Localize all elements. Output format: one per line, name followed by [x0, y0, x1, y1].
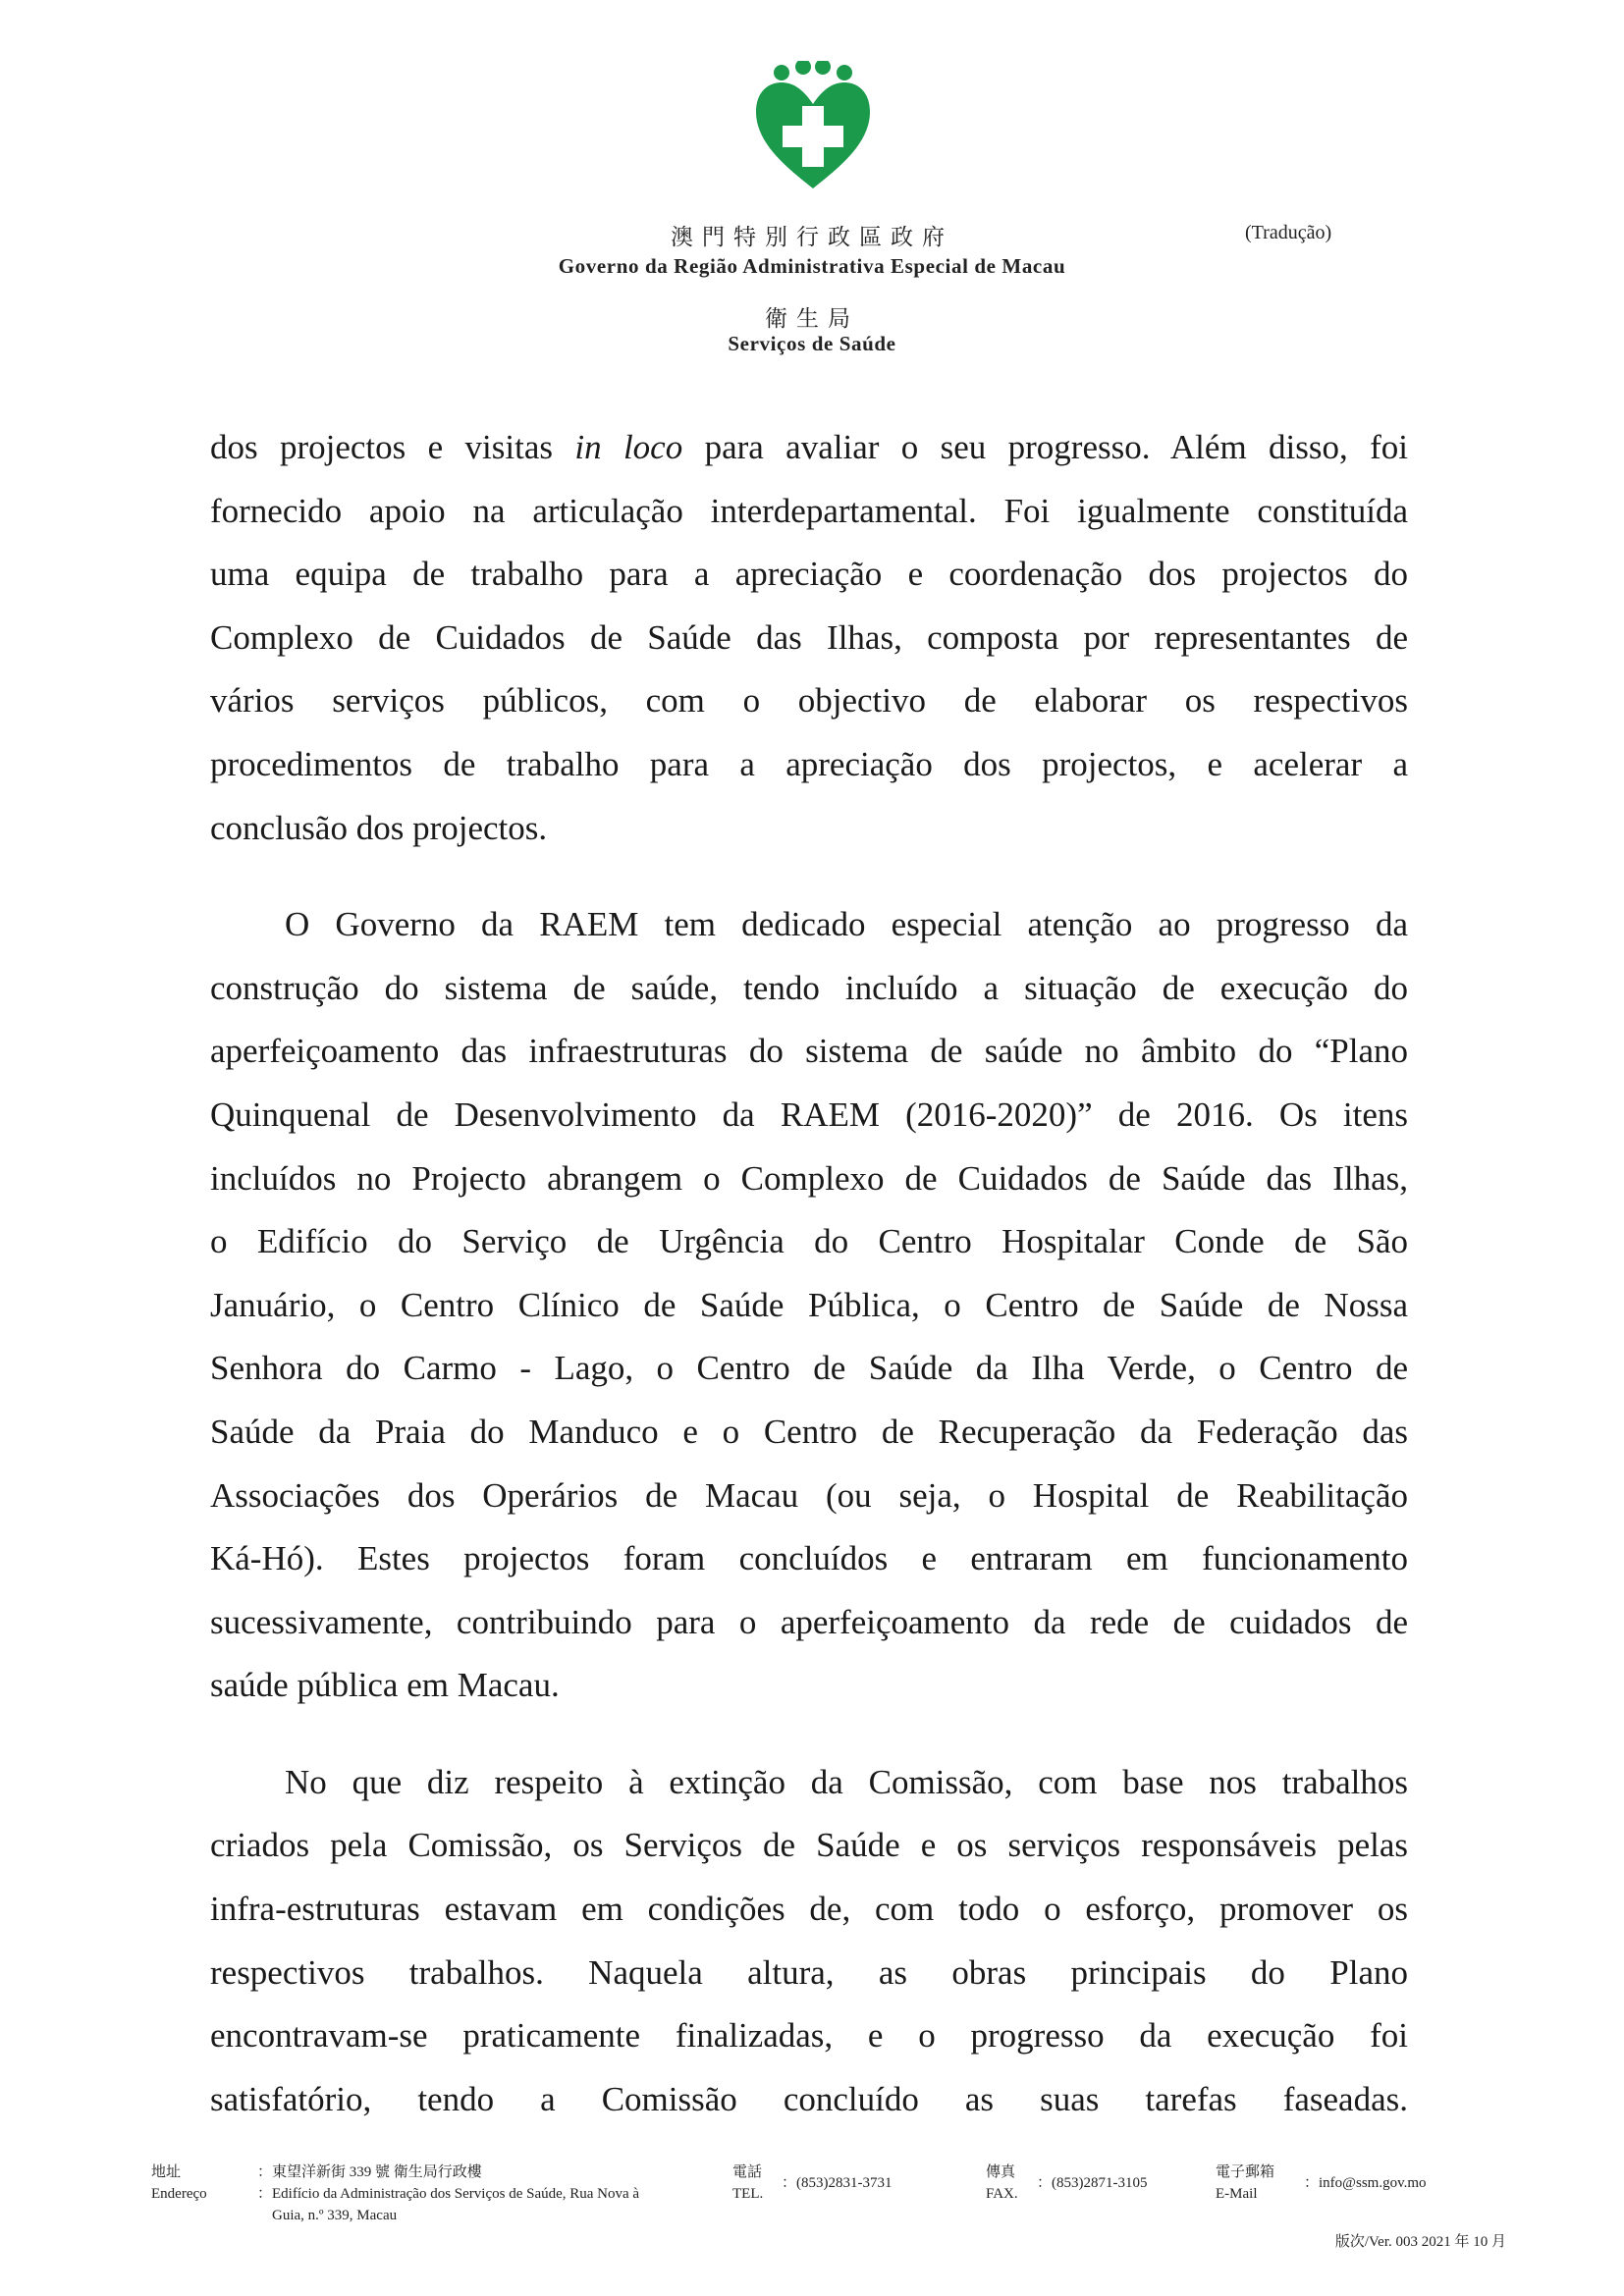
telephone-label: 電話 TEL.: [732, 2164, 764, 2202]
text-line: encontravam-se praticamente finalizadas, e o progresso da execução foi: [210, 2016, 1408, 2056]
paragraph-2: [210, 893, 1408, 1718]
text-line: conclusão dos projectos.: [210, 808, 548, 847]
address-label: 地址 Endereço: [151, 2164, 207, 2202]
text-line: fornecido apoio na articulação interdepartamental. Foi igualmente constituída: [210, 491, 1408, 530]
text-line: Senhora do Carmo - Lago, o Centro de Saúde da Ilha Verde, o Centro de: [210, 1349, 1408, 1388]
paragraph-1: [210, 416, 1408, 860]
paragraph-3: [210, 1751, 1408, 2132]
text-line: saúde pública em Macau.: [210, 1666, 560, 1705]
text-line: procedimentos de trabalho para a apreciação dos projectos, e acelerar a: [210, 744, 1408, 783]
text-line: O Governo da RAEM tem dedicado especial atenção ao progresso da: [285, 905, 1408, 944]
text-line: vários serviços públicos, com o objectivo de elaborar os respectivos: [210, 681, 1408, 721]
government-name-chinese: 澳門特別行政區政府: [671, 225, 953, 249]
text-line: Associações dos Operários de Macau (ou seja, o Hospital de Reabilitação: [210, 1475, 1408, 1515]
telephone-value: ：(853)2831-3731: [782, 2175, 893, 2191]
text-line: aperfeiçoamento das infraestruturas do sistema de saúde no âmbito do “Plano: [210, 1032, 1408, 1071]
government-name-portuguese: Governo da Região Administrativa Especial de Macau: [558, 254, 1066, 278]
fax-value: ：(853)2871-3105: [1037, 2175, 1148, 2191]
address-value: ：東望洋新街 339 號 衛生局行政樓 ：Edifício da Administração dos Serviços de Saúde, Rua Nova à Guia, n.º 339, Macau: [257, 2164, 640, 2223]
italic-term: in loco: [574, 428, 683, 466]
text-line: incluídos no Projecto abrangem o Complexo de Cuidados de Saúde das Ilhas,: [210, 1158, 1408, 1198]
department-name-chinese: 衛生局: [765, 306, 859, 331]
text-line: criados pela Comissão, os Serviços de Saúde e os serviços responsáveis pelas: [210, 1826, 1408, 1865]
fax-label: 傳真 FAX.: [986, 2164, 1018, 2202]
text-line: respectivos trabalhos. Naquela altura, as obras principais do Plano: [210, 1952, 1408, 1992]
version-stamp: 版次/Ver. 003 2021 年 10 月: [1334, 2234, 1506, 2250]
text-line: Ká-Hó). Estes projectos foram concluídos e entraram em funcionamento: [210, 1539, 1408, 1578]
translation-note: (Tradução): [1245, 222, 1332, 243]
text-line: sucessivamente, contribuindo para o aperfeiçoamento da rede de cuidados de: [210, 1602, 1408, 1641]
text-line: satisfatório, tendo a Comissão concluído as suas tarefas faseadas.: [210, 2079, 1408, 2118]
text-line: No que diz respeito à extinção da Comissão, com base nos trabalhos: [285, 1762, 1408, 1801]
health-bureau-logo-icon: [752, 61, 874, 192]
text-line: Complexo de Cuidados de Saúde das Ilhas, composta por representantes de: [210, 617, 1408, 657]
text-line: uma equipa de trabalho para a apreciação e coordenação dos projectos do: [210, 555, 1408, 594]
document-body: [210, 416, 1408, 2131]
text-line: Januário, o Centro Clínico de Saúde Pública, o Centro de Saúde de Nossa: [210, 1285, 1408, 1324]
text-line: Saúde da Praia do Manduco e o Centro de Recuperação da Federação das: [210, 1412, 1408, 1451]
text-line: Quinquenal de Desenvolvimento da RAEM (2016-2020)” de 2016. Os itens: [210, 1095, 1408, 1134]
text-line: dos projectos e visitas in loco para avaliar o seu progresso. Além disso, foi: [210, 428, 1408, 466]
email-value: ：info@ssm.gov.mo: [1304, 2175, 1427, 2191]
text-line: o Edifício do Serviço de Urgência do Centro Hospitalar Conde de São: [210, 1222, 1408, 1261]
text-line: construção do sistema de saúde, tendo incluído a situação de execução do: [210, 968, 1408, 1007]
email-label: 電子郵箱 E-Mail: [1216, 2164, 1275, 2202]
text-line: infra-estruturas estavam em condições de, com todo o esforço, promover os: [210, 1890, 1408, 1929]
department-name-portuguese: Serviços de Saúde: [728, 332, 896, 355]
